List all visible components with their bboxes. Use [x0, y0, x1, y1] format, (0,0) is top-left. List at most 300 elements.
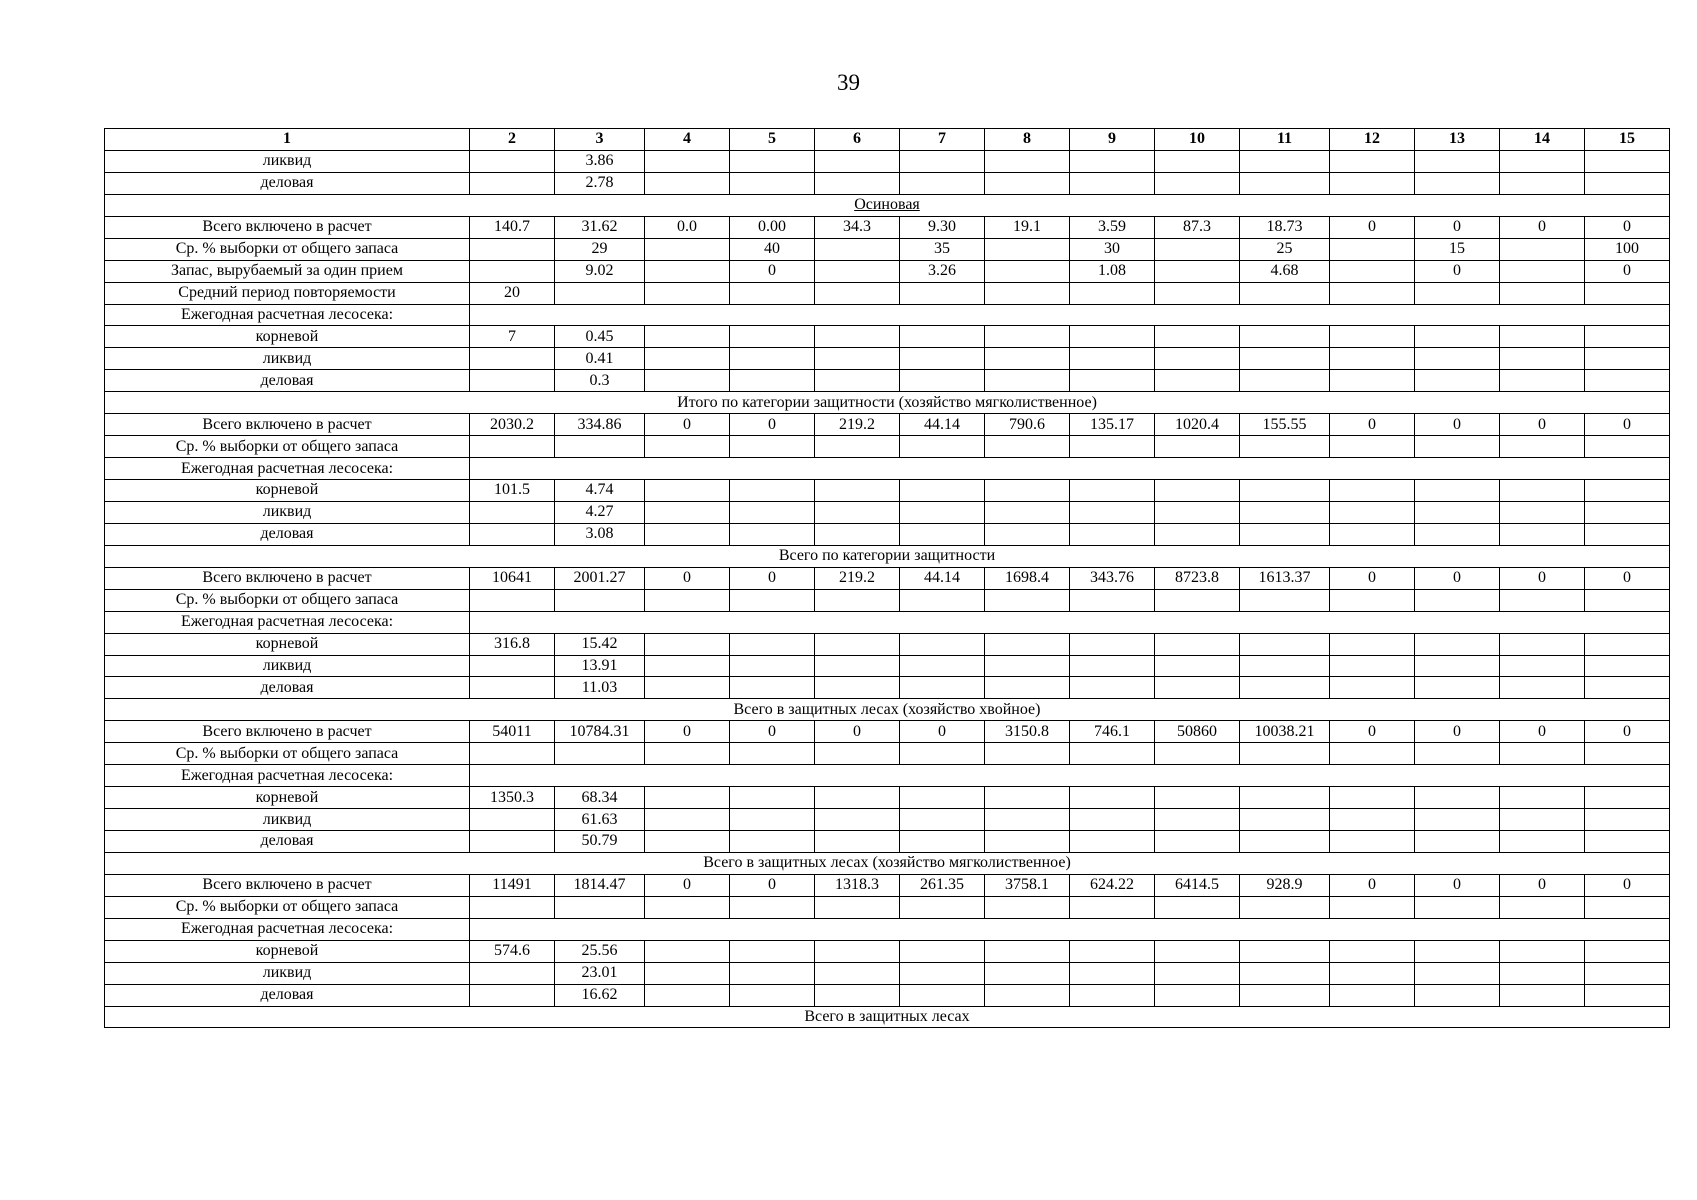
- value-cell: 574.6: [470, 940, 555, 962]
- value-cell: [1415, 436, 1500, 458]
- header-cell: 6: [815, 129, 900, 151]
- value-cell: 140.7: [470, 216, 555, 238]
- value-cell: [470, 238, 555, 260]
- row-label: деловая: [105, 172, 470, 194]
- row-label: корневой: [105, 787, 470, 809]
- value-cell: [730, 984, 815, 1006]
- value-cell: [900, 809, 985, 831]
- value-cell: [1240, 172, 1330, 194]
- section-title-cell: [105, 194, 1670, 216]
- value-cell: [1070, 150, 1155, 172]
- value-cell: 68.34: [555, 787, 645, 809]
- value-cell: [1330, 962, 1415, 984]
- header-cell: 15: [1585, 129, 1670, 151]
- header-cell: 14: [1500, 129, 1585, 151]
- value-cell: 61.63: [555, 809, 645, 831]
- row-label: корневой: [105, 326, 470, 348]
- value-cell: [1415, 501, 1500, 523]
- value-cell: [730, 501, 815, 523]
- value-cell: [900, 480, 985, 502]
- value-cell: [985, 501, 1070, 523]
- value-cell: [1240, 150, 1330, 172]
- value-cell: 4.74: [555, 480, 645, 502]
- value-cell: [1330, 787, 1415, 809]
- value-cell: 9.30: [900, 216, 985, 238]
- value-cell: [1330, 436, 1415, 458]
- value-cell: [1330, 940, 1415, 962]
- value-cell: 87.3: [1155, 216, 1240, 238]
- value-cell: 4.68: [1240, 260, 1330, 282]
- value-cell: [1585, 896, 1670, 918]
- table-row: [105, 480, 1670, 502]
- value-cell: [1330, 743, 1415, 765]
- header-cell: 8: [985, 129, 1070, 151]
- value-cell: 219.2: [815, 414, 900, 436]
- value-cell: [1500, 787, 1585, 809]
- value-cell: [730, 523, 815, 545]
- value-cell: [1240, 589, 1330, 611]
- value-cell: [815, 370, 900, 392]
- value-cell: 316.8: [470, 633, 555, 655]
- value-cell: [985, 238, 1070, 260]
- value-cell: [645, 480, 730, 502]
- value-cell: [470, 984, 555, 1006]
- value-cell: 219.2: [815, 567, 900, 589]
- value-cell: [1500, 940, 1585, 962]
- header-cell: 13: [1415, 129, 1500, 151]
- value-cell: [985, 260, 1070, 282]
- value-cell: 0: [1585, 216, 1670, 238]
- value-cell: [1240, 326, 1330, 348]
- value-cell: [1500, 501, 1585, 523]
- value-cell: [1585, 787, 1670, 809]
- value-cell: [815, 326, 900, 348]
- value-cell: 0: [1500, 216, 1585, 238]
- value-cell: 0: [815, 721, 900, 743]
- value-cell: [1070, 655, 1155, 677]
- header-cell: 9: [1070, 129, 1155, 151]
- value-cell: 0: [1500, 874, 1585, 896]
- row-label: Всего включено в расчет: [105, 216, 470, 238]
- header-cell: 3: [555, 129, 645, 151]
- value-cell: [645, 655, 730, 677]
- header-cell: 2: [470, 129, 555, 151]
- section-row: [105, 1006, 1670, 1028]
- value-cell: [1585, 501, 1670, 523]
- value-cell: [1155, 348, 1240, 370]
- value-cell: [985, 326, 1070, 348]
- table-row: [105, 326, 1670, 348]
- value-cell: [730, 962, 815, 984]
- value-cell: 343.76: [1070, 567, 1155, 589]
- value-cell: [1155, 501, 1240, 523]
- value-cell: [985, 523, 1070, 545]
- value-cell: [470, 677, 555, 699]
- value-cell: [1585, 370, 1670, 392]
- value-cell: [1500, 633, 1585, 655]
- value-cell: [555, 896, 645, 918]
- value-cell: 0: [1500, 567, 1585, 589]
- value-cell: [730, 370, 815, 392]
- section-row: [105, 852, 1670, 874]
- value-cell: [645, 348, 730, 370]
- row-label: ликвид: [105, 655, 470, 677]
- row-label: Ежегодная расчетная лесосека:: [105, 458, 470, 480]
- value-cell: [1585, 677, 1670, 699]
- value-cell: 1814.47: [555, 874, 645, 896]
- value-cell: [1070, 896, 1155, 918]
- value-cell: [1500, 348, 1585, 370]
- value-cell: [645, 809, 730, 831]
- table-row: [105, 172, 1670, 194]
- table-row: [105, 677, 1670, 699]
- header-cell: 1: [105, 129, 470, 151]
- value-cell: [1585, 326, 1670, 348]
- value-cell: [1415, 370, 1500, 392]
- value-cell: [1500, 655, 1585, 677]
- value-cell: [645, 150, 730, 172]
- value-cell: 101.5: [470, 480, 555, 502]
- value-cell: [900, 282, 985, 304]
- table-row: [105, 743, 1670, 765]
- value-cell: [1415, 677, 1500, 699]
- value-cell: [1415, 743, 1500, 765]
- value-cell: 25: [1240, 238, 1330, 260]
- value-cell: 0: [645, 721, 730, 743]
- empty-span-cell: [470, 304, 1670, 326]
- value-cell: [645, 743, 730, 765]
- value-cell: [985, 172, 1070, 194]
- value-cell: [985, 787, 1070, 809]
- value-cell: [1155, 238, 1240, 260]
- row-label: Ср. % выборки от общего запаса: [105, 743, 470, 765]
- section-row: [105, 194, 1670, 216]
- table-row: [105, 589, 1670, 611]
- value-cell: [730, 282, 815, 304]
- value-cell: 0: [1330, 216, 1415, 238]
- header-cell: 7: [900, 129, 985, 151]
- value-cell: [815, 787, 900, 809]
- table-row: [105, 414, 1670, 436]
- value-cell: [815, 831, 900, 853]
- table-row: [105, 611, 1670, 633]
- value-cell: [1415, 348, 1500, 370]
- row-label: Ежегодная расчетная лесосека:: [105, 304, 470, 326]
- row-label: Всего включено в расчет: [105, 567, 470, 589]
- value-cell: [815, 282, 900, 304]
- value-cell: [815, 940, 900, 962]
- value-cell: [1240, 962, 1330, 984]
- value-cell: [1155, 480, 1240, 502]
- value-cell: [555, 436, 645, 458]
- value-cell: 18.73: [1240, 216, 1330, 238]
- value-cell: 746.1: [1070, 721, 1155, 743]
- value-cell: [1240, 743, 1330, 765]
- value-cell: [1070, 370, 1155, 392]
- value-cell: 15: [1415, 238, 1500, 260]
- value-cell: [1240, 677, 1330, 699]
- value-cell: [815, 260, 900, 282]
- value-cell: 928.9: [1240, 874, 1330, 896]
- value-cell: 3150.8: [985, 721, 1070, 743]
- value-cell: [900, 172, 985, 194]
- value-cell: 0.3: [555, 370, 645, 392]
- value-cell: [815, 984, 900, 1006]
- value-cell: [730, 743, 815, 765]
- value-cell: [1415, 655, 1500, 677]
- value-cell: [1070, 633, 1155, 655]
- value-cell: [1415, 787, 1500, 809]
- value-cell: [1155, 282, 1240, 304]
- value-cell: [1415, 480, 1500, 502]
- value-cell: 2.78: [555, 172, 645, 194]
- value-cell: [730, 655, 815, 677]
- value-cell: [1415, 150, 1500, 172]
- value-cell: [1240, 984, 1330, 1006]
- value-cell: [645, 370, 730, 392]
- value-cell: [1585, 589, 1670, 611]
- value-cell: 9.02: [555, 260, 645, 282]
- value-cell: 0: [1330, 874, 1415, 896]
- empty-span-cell: [470, 765, 1670, 787]
- table-row: [105, 787, 1670, 809]
- value-cell: [645, 436, 730, 458]
- value-cell: [1330, 480, 1415, 502]
- value-cell: [470, 809, 555, 831]
- value-cell: [985, 677, 1070, 699]
- value-cell: 624.22: [1070, 874, 1155, 896]
- value-cell: [1155, 633, 1240, 655]
- value-cell: 155.55: [1240, 414, 1330, 436]
- section-title-cell: [105, 699, 1670, 721]
- row-label: Ср. % выборки от общего запаса: [105, 896, 470, 918]
- value-cell: [1330, 896, 1415, 918]
- table-row: [105, 633, 1670, 655]
- value-cell: [645, 831, 730, 853]
- header-cell: 10: [1155, 129, 1240, 151]
- value-cell: [645, 326, 730, 348]
- value-cell: 25.56: [555, 940, 645, 962]
- value-cell: [1155, 984, 1240, 1006]
- row-label: ликвид: [105, 501, 470, 523]
- value-cell: [1155, 940, 1240, 962]
- section-title-cell: [105, 392, 1670, 414]
- value-cell: [730, 150, 815, 172]
- value-cell: 0: [1585, 414, 1670, 436]
- value-cell: [1500, 809, 1585, 831]
- value-cell: [1330, 633, 1415, 655]
- value-cell: [985, 743, 1070, 765]
- value-cell: [645, 677, 730, 699]
- value-cell: [900, 523, 985, 545]
- value-cell: 10641: [470, 567, 555, 589]
- value-cell: [1415, 896, 1500, 918]
- value-cell: [1240, 501, 1330, 523]
- table-row: [105, 831, 1670, 853]
- row-label: Запас, вырубаемый за один прием: [105, 260, 470, 282]
- value-cell: [645, 940, 730, 962]
- value-cell: [1155, 677, 1240, 699]
- value-cell: [470, 655, 555, 677]
- value-cell: [985, 282, 1070, 304]
- value-cell: 44.14: [900, 414, 985, 436]
- value-cell: [1500, 896, 1585, 918]
- value-cell: 0: [1415, 721, 1500, 743]
- header-cell: 12: [1330, 129, 1415, 151]
- value-cell: [470, 589, 555, 611]
- value-cell: 31.62: [555, 216, 645, 238]
- value-cell: [1240, 655, 1330, 677]
- value-cell: 135.17: [1070, 414, 1155, 436]
- value-cell: [1330, 348, 1415, 370]
- value-cell: [900, 743, 985, 765]
- table-row: [105, 896, 1670, 918]
- value-cell: 34.3: [815, 216, 900, 238]
- value-cell: [1330, 282, 1415, 304]
- value-cell: [730, 896, 815, 918]
- value-cell: 1613.37: [1240, 567, 1330, 589]
- value-cell: [1585, 436, 1670, 458]
- value-cell: 6414.5: [1155, 874, 1240, 896]
- value-cell: [1330, 677, 1415, 699]
- table-row: [105, 370, 1670, 392]
- value-cell: [900, 633, 985, 655]
- value-cell: 0: [730, 414, 815, 436]
- value-cell: [1585, 655, 1670, 677]
- value-cell: [985, 809, 1070, 831]
- value-cell: 1698.4: [985, 567, 1070, 589]
- value-cell: [1500, 523, 1585, 545]
- value-cell: 0: [1585, 874, 1670, 896]
- table-row: [105, 567, 1670, 589]
- forest-calculation-table: [104, 128, 1670, 1028]
- value-cell: [1330, 655, 1415, 677]
- value-cell: 10038.21: [1240, 721, 1330, 743]
- value-cell: 0: [730, 567, 815, 589]
- table-row: [105, 348, 1670, 370]
- section-title-cell: [105, 545, 1670, 567]
- value-cell: [985, 655, 1070, 677]
- value-cell: 0.0: [645, 216, 730, 238]
- value-cell: [1500, 282, 1585, 304]
- table-row: [105, 523, 1670, 545]
- value-cell: [1330, 326, 1415, 348]
- row-label: Средний период повторяемости: [105, 282, 470, 304]
- value-cell: 50860: [1155, 721, 1240, 743]
- value-cell: [1585, 480, 1670, 502]
- value-cell: [555, 282, 645, 304]
- value-cell: [1240, 480, 1330, 502]
- value-cell: [1240, 787, 1330, 809]
- row-label: деловая: [105, 984, 470, 1006]
- row-label: Ежегодная расчетная лесосека:: [105, 765, 470, 787]
- value-cell: [900, 787, 985, 809]
- value-cell: [1240, 809, 1330, 831]
- value-cell: 2030.2: [470, 414, 555, 436]
- value-cell: [1415, 172, 1500, 194]
- value-cell: [1240, 896, 1330, 918]
- value-cell: [1585, 150, 1670, 172]
- value-cell: [900, 348, 985, 370]
- header-row: [105, 129, 1670, 151]
- value-cell: [470, 172, 555, 194]
- value-cell: [1500, 480, 1585, 502]
- value-cell: [815, 589, 900, 611]
- value-cell: [815, 150, 900, 172]
- value-cell: 8723.8: [1155, 567, 1240, 589]
- section-row: [105, 392, 1670, 414]
- value-cell: [1155, 523, 1240, 545]
- empty-span-cell: [470, 458, 1670, 480]
- value-cell: [900, 962, 985, 984]
- value-cell: [470, 523, 555, 545]
- value-cell: [1155, 831, 1240, 853]
- value-cell: [900, 655, 985, 677]
- value-cell: 0: [1585, 260, 1670, 282]
- section-title: Итого по категории защитности (хозяйство мягколиственное): [677, 393, 1097, 411]
- value-cell: [815, 523, 900, 545]
- table-row: [105, 238, 1670, 260]
- value-cell: [645, 787, 730, 809]
- value-cell: [1500, 984, 1585, 1006]
- value-cell: [900, 326, 985, 348]
- value-cell: [470, 743, 555, 765]
- value-cell: [1585, 984, 1670, 1006]
- value-cell: [1070, 984, 1155, 1006]
- value-cell: [1500, 743, 1585, 765]
- value-cell: 0: [645, 567, 730, 589]
- row-label: ликвид: [105, 348, 470, 370]
- row-label: ликвид: [105, 809, 470, 831]
- value-cell: [555, 743, 645, 765]
- value-cell: [1500, 962, 1585, 984]
- section-row: [105, 699, 1670, 721]
- table-row: [105, 436, 1670, 458]
- value-cell: 13.91: [555, 655, 645, 677]
- table-row: [105, 874, 1670, 896]
- value-cell: [815, 743, 900, 765]
- value-cell: [815, 501, 900, 523]
- value-cell: [1070, 480, 1155, 502]
- value-cell: [1070, 962, 1155, 984]
- value-cell: 40: [730, 238, 815, 260]
- value-cell: 20: [470, 282, 555, 304]
- value-cell: [1585, 743, 1670, 765]
- value-cell: [645, 172, 730, 194]
- value-cell: [985, 831, 1070, 853]
- value-cell: [1070, 172, 1155, 194]
- table-row: [105, 765, 1670, 787]
- value-cell: [645, 633, 730, 655]
- value-cell: [815, 896, 900, 918]
- value-cell: [1500, 238, 1585, 260]
- value-cell: 54011: [470, 721, 555, 743]
- row-label: Ежегодная расчетная лесосека:: [105, 611, 470, 633]
- value-cell: [1070, 940, 1155, 962]
- value-cell: [1070, 282, 1155, 304]
- value-cell: 0.00: [730, 216, 815, 238]
- value-cell: 19.1: [985, 216, 1070, 238]
- value-cell: [1070, 501, 1155, 523]
- value-cell: [1240, 370, 1330, 392]
- value-cell: [1070, 831, 1155, 853]
- value-cell: [645, 260, 730, 282]
- value-cell: [645, 962, 730, 984]
- value-cell: [1415, 984, 1500, 1006]
- value-cell: [1070, 743, 1155, 765]
- value-cell: [900, 984, 985, 1006]
- value-cell: [1330, 831, 1415, 853]
